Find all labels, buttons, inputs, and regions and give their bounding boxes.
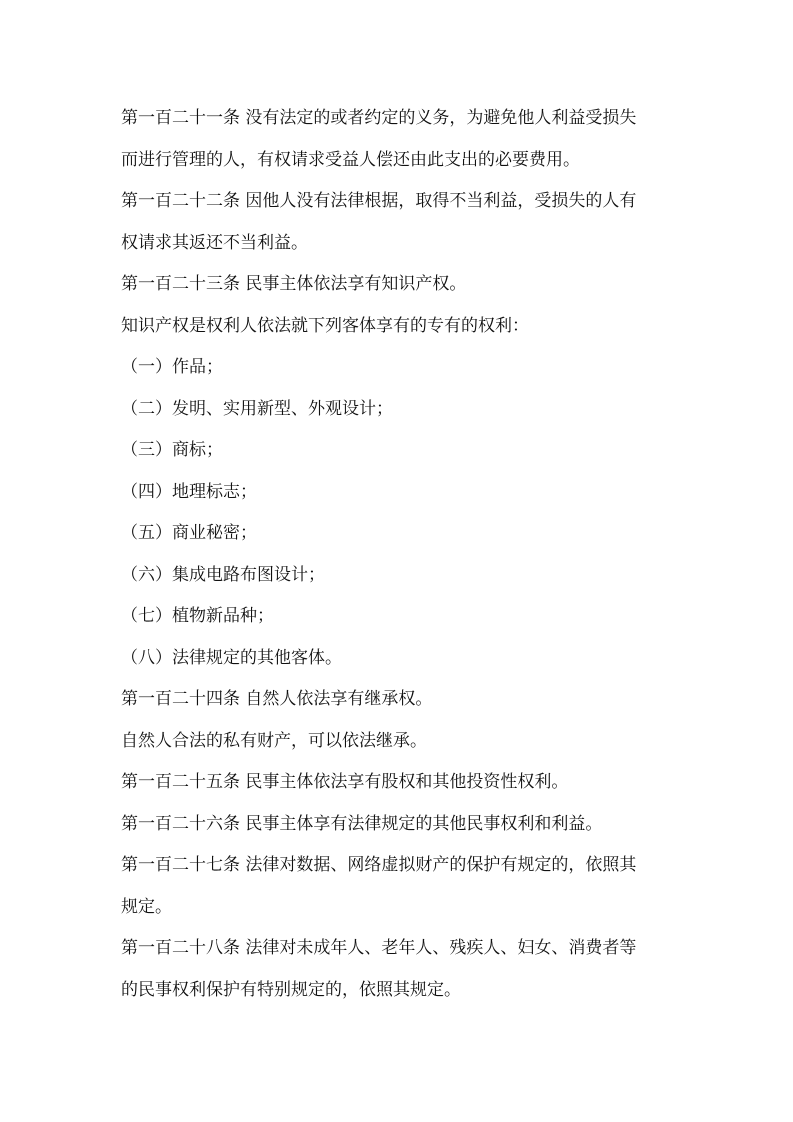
line-text: （七）植物新品种； (121, 606, 274, 626)
line-text: 第一百二十三条 民事主体依法享有知识产权。 (121, 274, 467, 294)
text-line (121, 721, 681, 763)
text-line (121, 887, 681, 929)
text-line (121, 98, 681, 140)
line-text: （二）发明、实用新型、外观设计； (121, 398, 393, 419)
line-text: （三）商标； (121, 440, 223, 460)
line-text: 权请求其返还不当利益。 (121, 232, 308, 253)
line-text: 的民事权利保护有特别规定的，依照其规定。 (121, 979, 461, 1000)
line-text: 第一百二十八条 法律对未成年人、老年人、残疾人、妇女、消费者等 (121, 938, 637, 958)
text-line (121, 223, 681, 265)
list-item (121, 513, 681, 555)
text-line (121, 264, 681, 306)
line-text: 第一百二十一条 没有法定的或者约定的义务，为避免他人利益受损失 (121, 108, 637, 128)
line-text: 自然人合法的私有财产，可以依法继承。 (121, 730, 427, 751)
line-text: （六）集成电路布图设计； (121, 564, 325, 585)
line-text: 第一百二十六条 民事主体享有法律规定的其他民事权利和利益。 (121, 813, 603, 834)
text-line (121, 181, 681, 223)
document-body (121, 98, 681, 1011)
text-line (121, 140, 681, 182)
line-text: （五）商业秘密； (121, 523, 257, 543)
text-line (121, 970, 681, 1012)
list-item (121, 389, 681, 431)
line-text: 知识产权是权利人依法就下列客体享有的专有的权利： (121, 315, 529, 336)
line-text: 第一百二十七条 法律对数据、网络虚拟财产的保护有规定的，依照其 (121, 855, 637, 875)
list-item (121, 430, 681, 472)
line-text: 第一百二十二条 因他人没有法律根据，取得不当利益，受损失的人有 (121, 191, 637, 211)
line-text: 第一百二十五条 民事主体依法享有股权和其他投资性权利。 (121, 772, 569, 792)
list-item (121, 555, 681, 597)
text-line (121, 679, 681, 721)
text-line (121, 306, 681, 348)
line-text: （一）作品； (121, 357, 223, 377)
text-line (121, 928, 681, 970)
line-text: 第一百二十四条 自然人依法享有继承权。 (121, 689, 433, 709)
text-line (121, 845, 681, 887)
list-item (121, 638, 681, 680)
list-item (121, 472, 681, 514)
list-item (121, 347, 681, 389)
text-line (121, 804, 681, 846)
line-text: 规定。 (121, 896, 172, 917)
line-text: （四）地理标志； (121, 481, 257, 502)
line-text: 而进行管理的人，有权请求受益人偿还由此支出的必要费用。 (121, 149, 580, 170)
list-item (121, 596, 681, 638)
text-line (121, 762, 681, 804)
line-text: （八）法律规定的其他客体。 (121, 647, 342, 668)
